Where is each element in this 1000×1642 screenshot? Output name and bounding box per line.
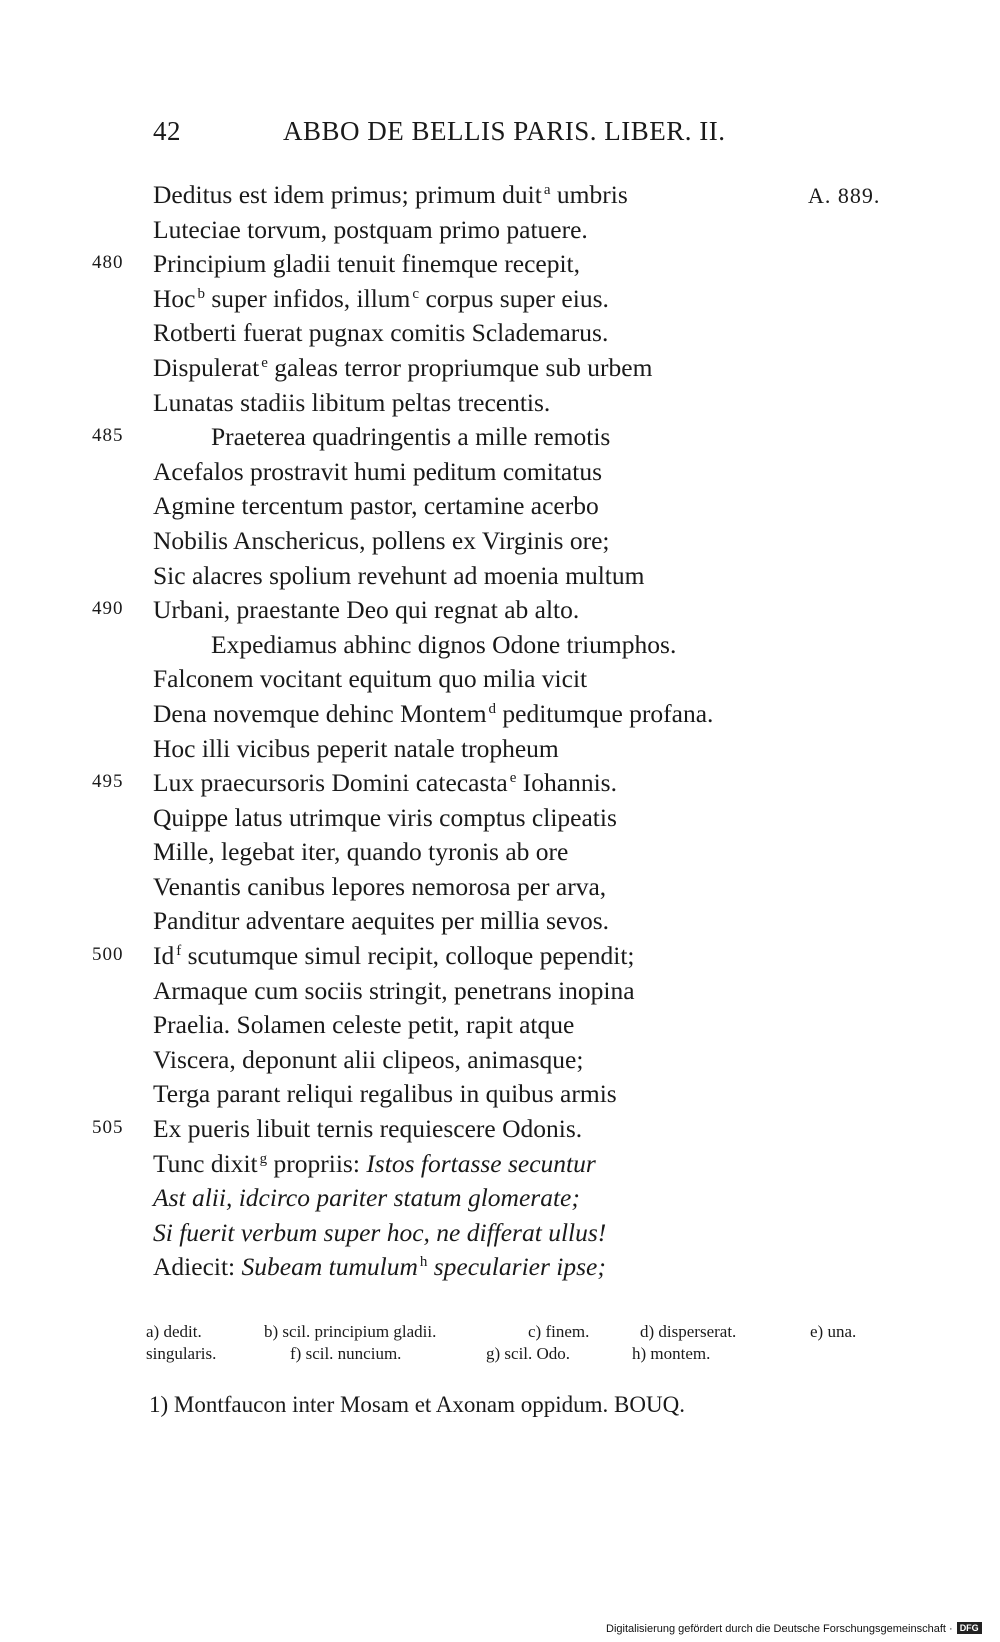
verse-line: [0, 1010, 1000, 1045]
text-run: galeas terror propriumque sub urbem: [267, 352, 653, 382]
verse-text: [0, 180, 1000, 1287]
text-run: Armaque cum sociis stringit, penetrans inopina: [153, 975, 635, 1005]
verse-text-line: [211, 422, 610, 452]
text-run: scutumque simul recipit, colloque pependit;: [181, 941, 635, 971]
notes-row-2: [0, 1344, 1000, 1366]
text-run: Acefalos prostravit humi peditum comitatus: [153, 456, 602, 486]
footnote-marker: a: [543, 182, 551, 198]
text-run: Quippe latus utrimque viris comptus clipeatis: [153, 802, 617, 832]
note-c: c) finem.: [528, 1322, 590, 1341]
verse-text-line: [153, 595, 579, 625]
verse-text-line: [153, 734, 559, 764]
verse-line: [0, 1218, 1000, 1253]
text-run: propriis:: [267, 1148, 367, 1178]
digitization-text: Digitalisierung gefördert durch die Deutsche Forschungsgemeinschaft ·: [606, 1623, 953, 1635]
line-number: 505: [92, 1117, 124, 1139]
footnote-marker: c: [412, 285, 420, 302]
verse-text-line: [153, 491, 599, 521]
line-number: 485: [92, 425, 124, 447]
verse-text-line: [153, 249, 580, 279]
verse-line: [0, 422, 1000, 457]
text-run: Nobilis Anschericus, pollens ex Virginis ore;: [153, 525, 610, 555]
note-g: g) scil. Odo.: [486, 1344, 571, 1363]
footnote-marker: b: [197, 285, 205, 302]
verse-line: [0, 595, 1000, 630]
verse-line: [0, 561, 1000, 596]
verse-text-line: [153, 457, 602, 487]
italic-text: Si fuerit verbum super hoc, ne differat ullus!: [153, 1217, 607, 1247]
line-number: 495: [92, 771, 124, 793]
verse-line: [0, 906, 1000, 941]
text-run: Falconem vocitant equitum quo milia vicit: [153, 664, 588, 694]
verse-text-line: [153, 941, 635, 971]
verse-line: [0, 1079, 1000, 1114]
verse-text-line: [153, 837, 568, 867]
verse-line: [0, 976, 1000, 1011]
verse-line: [0, 872, 1000, 907]
verse-line: [0, 1149, 1000, 1184]
verse-line: [0, 803, 1000, 838]
note-h: h) montem.: [632, 1344, 711, 1363]
verse-line: [0, 699, 1000, 734]
footnote-marker: h: [419, 1254, 428, 1271]
text-run: Id: [153, 941, 175, 971]
text-run: corpus super eius.: [419, 283, 609, 313]
note-d: d) disperserat.: [640, 1322, 737, 1341]
note-e-cont: singularis.: [146, 1344, 217, 1363]
text-run: Lux praecursoris Domini catecasta: [153, 768, 508, 798]
text-run: Hoc: [153, 283, 196, 313]
verse-text-line: [153, 872, 606, 902]
verse-text-line: [153, 976, 635, 1006]
verse-text-line: [153, 1079, 617, 1109]
text-run: Ex pueris libuit ternis requiescere Odonis.: [153, 1114, 583, 1144]
text-run: Deditus est idem primus; primum duit: [153, 180, 542, 209]
verse-line: [0, 353, 1000, 388]
verse-text-line: [153, 664, 587, 694]
verse-text-line: [211, 630, 676, 660]
verse-text-line: [153, 768, 617, 798]
apparatus-notes: [0, 1322, 1000, 1366]
italic-text: Istos fortasse secuntur: [366, 1148, 596, 1178]
text-run: Expediamus abhinc dignos Odone triumphos.: [211, 629, 677, 659]
verse-line: [0, 1252, 1000, 1287]
text-run: Luteciae torvum, postquam primo patuere.: [153, 214, 588, 244]
text-run: Praeterea quadringentis a mille remotis: [211, 422, 611, 452]
verse-text-line: [153, 1218, 606, 1248]
text-run: Adiecit:: [153, 1252, 242, 1282]
text-run: Urbani, praestante Deo qui regnat ab alto.: [153, 595, 580, 625]
note-b: b) scil. principium gladii.: [264, 1322, 437, 1341]
text-run: Principium gladii tenuit finemque recepit,: [153, 249, 581, 279]
verse-line: [0, 215, 1000, 250]
verse-text-line: [153, 803, 617, 833]
verse-line: [0, 491, 1000, 526]
verse-text-line: [153, 561, 644, 591]
footnote-1: 1) Montfaucon inter Mosam et Axonam oppidum. BOUQ.: [149, 1392, 685, 1417]
verse-line: [0, 249, 1000, 284]
verse-line: [0, 457, 1000, 492]
verse-line: [0, 734, 1000, 769]
verse-line: [0, 630, 1000, 665]
text-run: Dispulerat: [153, 352, 260, 382]
italic-text: Subeam tumulum: [241, 1252, 418, 1282]
line-number: 490: [92, 598, 124, 620]
verse-text-line: [153, 906, 609, 936]
footnote-marker: e: [261, 354, 268, 371]
text-run: Mille, legebat iter, quando tyronis ab ore: [153, 837, 569, 867]
verse-text-line: [153, 284, 609, 314]
text-run: Agmine tercentum pastor, certamine acerbo: [153, 491, 599, 521]
text-run: Viscera, deponunt alii clipeos, animasque;: [153, 1044, 584, 1074]
verse-line: [0, 1114, 1000, 1149]
verse-text-line: [153, 353, 652, 383]
verse-text-line: [153, 1045, 583, 1075]
text-run: umbris: [550, 180, 628, 209]
digitization-credit: [606, 1622, 982, 1635]
line-number: 500: [92, 944, 124, 966]
verse-line: [0, 664, 1000, 699]
footnote-marker: e: [509, 770, 517, 787]
text-run: super infidos, illum: [204, 283, 411, 313]
italic-text: specularier ipse;: [427, 1252, 606, 1282]
footnote-marker: f: [176, 943, 182, 960]
text-run: Lunatas stadiis libitum peltas trecentis.: [153, 387, 551, 417]
verse-line: [0, 941, 1000, 976]
verse-line: [0, 768, 1000, 803]
dfg-logo: DFG: [957, 1622, 982, 1634]
footnote-marker: d: [488, 700, 497, 717]
text-run: Terga parant reliqui regalibus in quibus armis: [153, 1079, 617, 1109]
running-title: ABBO DE BELLIS PARIS. LIBER. II.: [283, 116, 726, 146]
text-run: Dena novemque dehinc Montem: [153, 698, 487, 728]
text-run: Tunc dixit: [153, 1148, 258, 1178]
year-marginal: A. 889.: [808, 183, 881, 208]
verse-line: [0, 1045, 1000, 1080]
verse-line: [0, 1183, 1000, 1218]
verse-line: [0, 284, 1000, 319]
text-run: Venantis canibus lepores nemorosa per arva,: [153, 871, 607, 901]
italic-text: Ast alii, idcirco pariter statum glomerate;: [153, 1183, 580, 1213]
verse-text-line: [153, 180, 628, 210]
text-run: Panditur adventare aequites per millia sevos.: [153, 906, 610, 936]
notes-row-1: [0, 1322, 1000, 1344]
line-number: 480: [92, 252, 124, 274]
text-run: Iohannis.: [516, 768, 617, 798]
verse-text-line: [153, 1252, 606, 1282]
verse-line: [0, 388, 1000, 423]
text-run: Sic alacres spolium revehunt ad moenia multum: [153, 560, 645, 590]
verse-line: [0, 318, 1000, 353]
note-a: a) dedit.: [146, 1322, 202, 1341]
note-f: f) scil. nuncium.: [290, 1344, 402, 1363]
verse-text-line: [153, 215, 588, 245]
verse-line: [0, 180, 1000, 215]
note-e: e) una.: [810, 1322, 857, 1341]
page-header: [0, 116, 1000, 156]
verse-text-line: [153, 388, 550, 418]
verse-text-line: [153, 1183, 580, 1213]
text-run: Praelia. Solamen celeste petit, rapit atque: [153, 1010, 575, 1040]
verse-text-line: [153, 318, 608, 348]
verse-line: [0, 837, 1000, 872]
verse-line: [0, 526, 1000, 561]
text-run: peditumque profana.: [496, 698, 714, 728]
verse-text-line: [153, 1010, 574, 1040]
verse-text-line: [153, 1114, 582, 1144]
footnote-marker: g: [259, 1150, 268, 1167]
page-number: 42: [153, 116, 181, 146]
verse-text-line: [153, 1149, 596, 1179]
verse-text-line: [153, 526, 610, 556]
text-run: Hoc illi vicibus peperit natale tropheum: [153, 733, 559, 763]
text-run: Rotberti fuerat pugnax comitis Sclademarus.: [153, 318, 609, 348]
verse-text-line: [153, 699, 713, 729]
